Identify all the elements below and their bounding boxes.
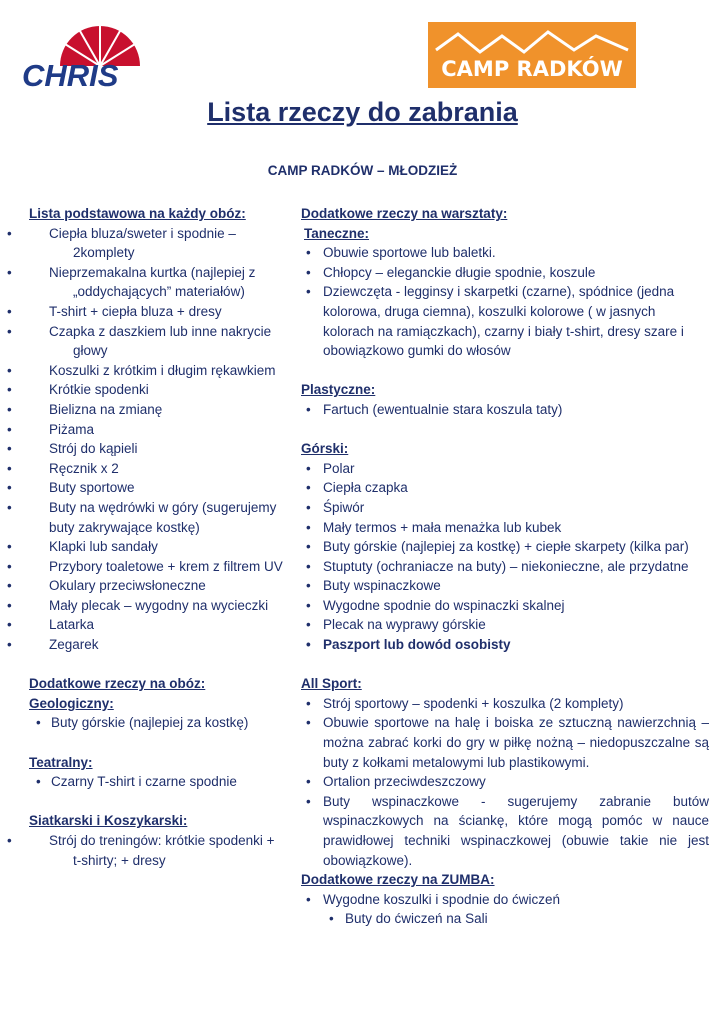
dance-heading: Taneczne: — [304, 225, 370, 241]
list-item: • Zegarek — [29, 635, 284, 655]
right-column — [301, 204, 709, 929]
list-item: • Ortalion przeciwdeszczowy — [301, 772, 709, 792]
page-title: Lista rzeczy do zabrania — [207, 97, 518, 127]
list-item: • Buty górskie (najlepiej za kostkę) + ciepłe skarpety (kilka par) — [301, 537, 709, 557]
extra-heading: Dodatkowe rzeczy na obóz: — [29, 676, 206, 692]
list-item: • Chłopcy – eleganckie długie spodnie, koszule — [301, 263, 709, 283]
dance-list — [301, 243, 709, 361]
allsport-heading: All Sport: — [301, 676, 362, 692]
list-item: • Wygodne koszulki i spodnie do ćwiczeń — [301, 890, 709, 910]
list-item: • Stuptuty (ochraniacze na buty) – niekonieczne, ale przydatne — [301, 557, 709, 577]
list-item: • Buty na wędrówki w góry (sugerujemy — [29, 498, 284, 518]
list-item: • Czapka z daszkiem lub inne nakrycie głowy — [29, 322, 284, 361]
list-item: • Strój do kąpieli — [29, 439, 284, 459]
list-item: • Bielizna na zmianę — [29, 400, 284, 420]
list-item: • Śpiwór — [301, 498, 709, 518]
zumba-sub-list — [301, 909, 709, 929]
workshops-heading: Dodatkowe rzeczy na warsztaty: — [301, 206, 508, 221]
list-item: • Obuwie sportowe lub baletki. — [301, 243, 709, 263]
list-item: • Latarka — [29, 615, 284, 635]
allsport-list — [301, 694, 709, 870]
theatre-list — [29, 772, 284, 792]
geo-list — [29, 713, 284, 733]
list-item: • Czarny T-shirt i czarne spodnie — [29, 772, 284, 792]
list-item: • Buty górskie (najlepiej za kostkę) — [29, 713, 284, 733]
theatre-heading: Teatralny: — [29, 754, 93, 770]
basic-list-heading: Lista podstawowa na każdy obóz: — [29, 206, 246, 221]
geo-heading: Geologiczny: — [29, 695, 114, 711]
list-item: • Okulary przeciwsłoneczne — [29, 576, 284, 596]
list-item: • Mały plecak – wygodny na wycieczki — [29, 596, 284, 616]
page-subtitle: CAMP RADKÓW – MŁODZIEŻ — [267, 163, 458, 178]
list-item: • Mały termos + mała menażka lub kubek — [301, 518, 709, 538]
list-item: • Ciepła czapka — [301, 478, 709, 498]
left-column — [29, 204, 284, 870]
mountain-list — [301, 459, 709, 655]
art-heading: Plastyczne: — [301, 382, 376, 398]
camp-radkow-logo — [428, 22, 636, 88]
basic-list — [29, 224, 284, 518]
boots-continuation: buty zakrywające kostkę) — [49, 519, 200, 535]
list-item: • Plecak na wyprawy górskie — [301, 615, 709, 635]
list-item: • Buty sportowe — [29, 478, 284, 498]
mountain-heading: Górski: — [301, 441, 349, 457]
list-item: • Nieprzemakalna kurtka (najlepiej z „oddychających” materiałów) — [29, 263, 284, 302]
list-item: • Wygodne spodnie do wspinaczki skalnej — [301, 596, 709, 616]
sport-list — [29, 831, 284, 870]
chris-logo — [20, 26, 180, 92]
camp-logo-text: CAMP RADKÓW — [441, 57, 623, 81]
list-item: • Piżama — [29, 420, 284, 440]
list-item: • Klapki lub sandały — [29, 537, 284, 557]
list-item: • Buty wspinaczkowe - sugerujemy zabranie butów wspinaczkowych na ściankę, które mogą pomóc w nauce prawidłowej techniki wspinaczkowej (obuwie takie nie jest obowiązkowe). — [301, 792, 709, 870]
list-item: • Fartuch (ewentualnie stara koszula taty) — [301, 400, 709, 420]
zumba-list — [301, 890, 709, 910]
list-item: • Koszulki z krótkim i długim rękawkiem — [29, 361, 284, 381]
list-item: • Obuwie sportowe na halę i boiska ze sztuczną nawierzchnią – można zabrać korki do gry w piłkę nożną – niedopuszczalne są buty z kołkami metalowymi lub plastikowymi. — [301, 713, 709, 772]
list-item: • T-shirt + ciepła bluza + dresy — [29, 302, 284, 322]
list-item: • Polar — [301, 459, 709, 479]
zumba-heading: Dodatkowe rzeczy na ZUMBA: — [301, 872, 495, 888]
list-item: • Przybory toaletowe + krem z filtrem UV — [29, 557, 284, 577]
art-list — [301, 400, 709, 420]
list-item: • Ręcznik x 2 — [29, 459, 284, 479]
list-item: • Dziewczęta - legginsy i skarpetki (czarne), spódnice (jedna kolorowa, druga ciemna), koszulki kolorowe ( w jasnych kolorach na ramiączkach), czarny i biały t-shirt, dresy szare i obowiązkowo gumki do włosów — [301, 282, 709, 360]
list-item: • Buty do ćwiczeń na Sali — [301, 909, 709, 929]
list-item: • Strój do treningów: krótkie spodenki + t-shirty; + dresy — [29, 831, 284, 870]
chris-logo-text: CHRIS — [22, 58, 119, 92]
list-item: • Strój sportowy – spodenki + koszulka (2 komplety) — [301, 694, 709, 714]
list-item: • Buty wspinaczkowe — [301, 576, 709, 596]
basic-list-continued — [29, 537, 284, 655]
sport-heading: Siatkarski i Koszykarski: — [29, 813, 188, 829]
list-item: • Krótkie spodenki — [29, 380, 284, 400]
list-item: • Ciepła bluza/sweter i spodnie – 2komplety — [29, 224, 284, 263]
passport-item: • Paszport lub dowód osobisty — [301, 635, 709, 655]
